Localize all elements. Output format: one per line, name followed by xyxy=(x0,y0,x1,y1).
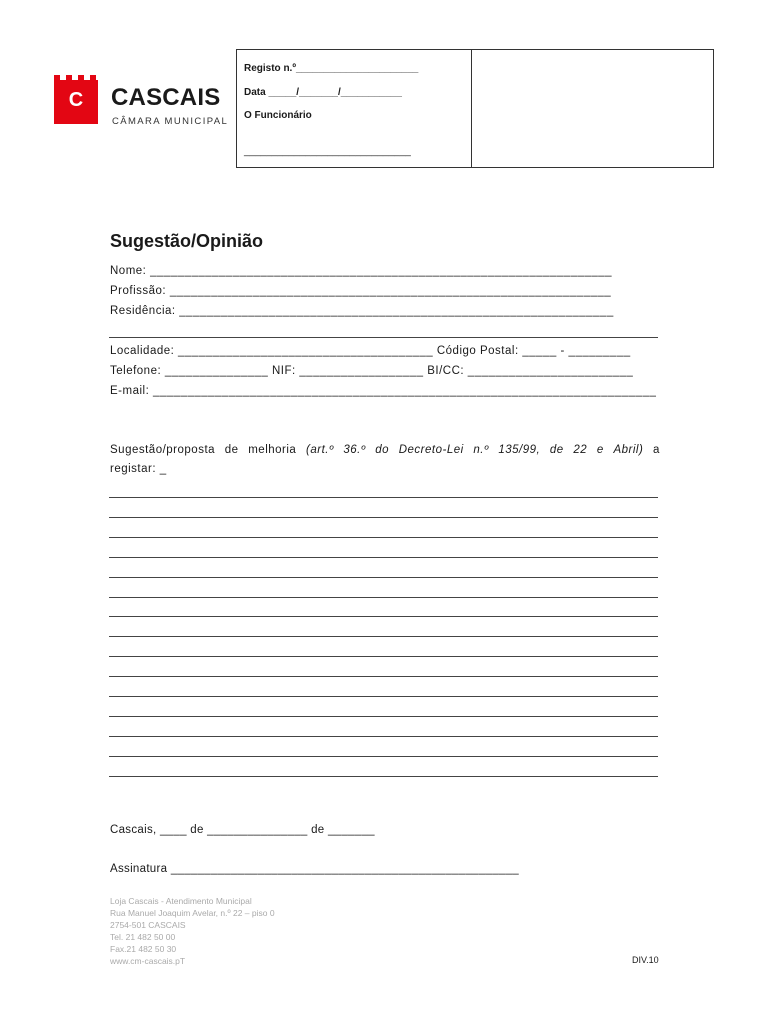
writing-line[interactable] xyxy=(109,756,658,757)
lead-word: de xyxy=(549,444,564,456)
registo-signature-line: ______________________________ xyxy=(244,146,411,157)
writing-line[interactable] xyxy=(109,716,658,717)
suggestion-paragraph xyxy=(110,444,660,475)
writing-line[interactable] xyxy=(109,776,658,777)
lead-word: de xyxy=(224,444,239,456)
field-nome[interactable]: Nome: ___________________________________________________________________ xyxy=(110,265,613,277)
field-email[interactable]: E-mail: _________________________________________________________________________ xyxy=(110,385,657,397)
registo-date: Data _____/_______/___________ xyxy=(244,87,402,98)
lead-word: (art.º xyxy=(306,444,334,456)
writing-line[interactable] xyxy=(109,537,658,538)
field-telefone[interactable]: Telefone: _______________ NIF: __________________ BI/CC: ________________________ xyxy=(110,365,634,377)
logo-name: CASCAIS xyxy=(111,84,221,111)
logo-mark: C xyxy=(54,80,98,124)
writing-line[interactable] xyxy=(109,736,658,737)
writing-line[interactable] xyxy=(109,517,658,518)
suggestion-lead xyxy=(110,444,660,456)
footer-line: Rua Manuel Joaquim Avelar, n.º 22 – piso 0 xyxy=(110,908,275,918)
field-profissao[interactable]: Profissão: ________________________________________________________________ xyxy=(110,285,612,297)
footer-address xyxy=(110,895,275,967)
writing-line[interactable] xyxy=(109,676,658,677)
suggestion-registar[interactable]: registar: _ xyxy=(110,463,167,475)
lead-word: do xyxy=(375,444,390,456)
closing-assinatura[interactable]: Assinatura ____________________________________________________ xyxy=(110,863,520,875)
lead-word: 22 xyxy=(573,444,588,456)
footer-line: www.cm-cascais.pT xyxy=(110,956,186,966)
lead-word: Abril) xyxy=(613,444,644,456)
footer-line: Fax.21 482 50 30 xyxy=(110,944,177,954)
writing-line[interactable] xyxy=(109,616,658,617)
footer-line: 2754-501 CASCAIS xyxy=(110,920,186,930)
lead-word: 36.º xyxy=(343,444,366,456)
field-localidade[interactable]: Localidade: _____________________________________ Código Postal: _____ - _________ xyxy=(110,345,631,357)
form-title: Sugestão/Opinião xyxy=(110,231,264,251)
writing-line[interactable] xyxy=(109,597,658,598)
lead-word: Decreto-Lei xyxy=(398,444,464,456)
closing-date-line[interactable]: Cascais, ____ de _______________ de _______ xyxy=(110,824,375,836)
lead-word: e xyxy=(596,444,604,456)
logo-subtitle: CÂMARA MUNICIPAL xyxy=(112,116,229,127)
registo-number: Registo n.º______________________ xyxy=(244,63,419,74)
writing-line[interactable] xyxy=(109,557,658,558)
writing-line[interactable] xyxy=(109,636,658,637)
registo-box-divider xyxy=(471,50,472,167)
document-code: DIV.10 xyxy=(632,955,659,965)
writing-line[interactable] xyxy=(109,656,658,657)
lead-word: 135/99, xyxy=(498,444,541,456)
field-residencia-line-2[interactable] xyxy=(109,337,658,338)
lead-word: n.º xyxy=(473,444,489,456)
lead-word: melhoria xyxy=(248,444,297,456)
footer-line: Loja Cascais - Atendimento Municipal xyxy=(110,896,252,906)
lead-word: a xyxy=(653,444,660,456)
writing-line[interactable] xyxy=(109,577,658,578)
lead-word: Sugestão/proposta xyxy=(110,444,216,456)
writing-line[interactable] xyxy=(109,696,658,697)
footer-line: Tel. 21 482 50 00 xyxy=(110,932,176,942)
field-residencia[interactable]: Residência: _______________________________________________________________ xyxy=(110,305,614,317)
registo-funcionario: O Funcionário xyxy=(244,110,312,121)
writing-line[interactable] xyxy=(109,497,658,498)
